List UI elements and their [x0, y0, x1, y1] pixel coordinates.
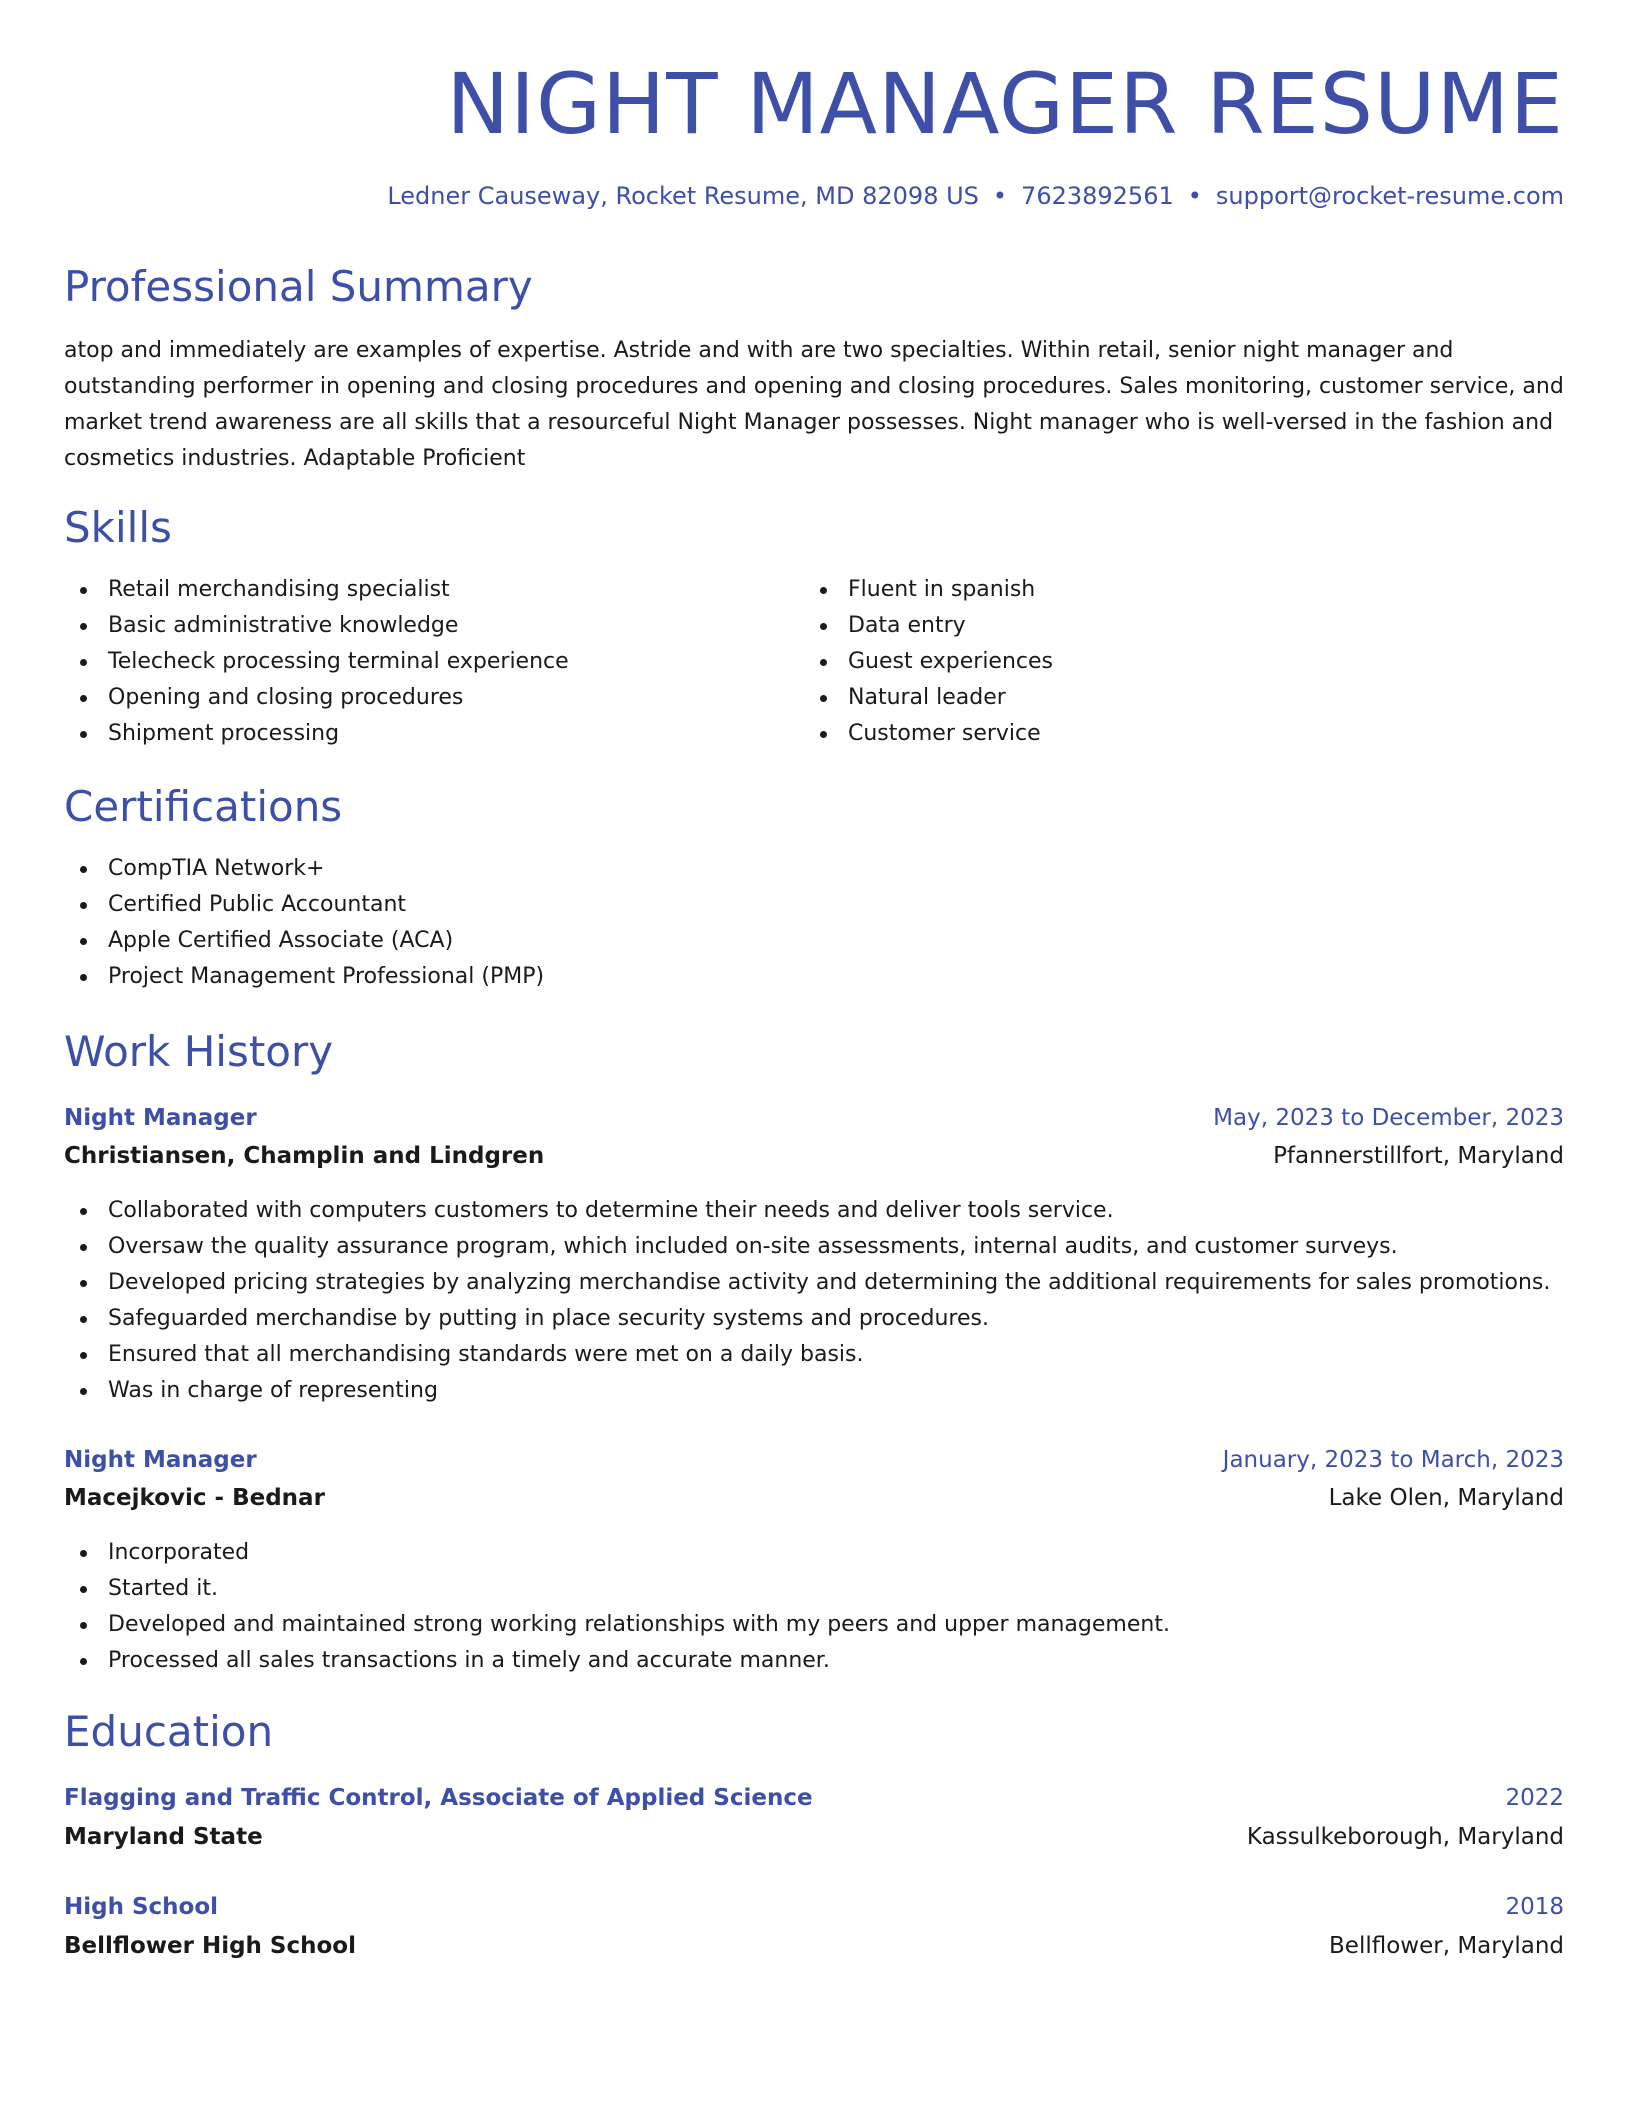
education-year: 2018	[1505, 1894, 1564, 1920]
job-title-row	[64, 1442, 1564, 1478]
job-company-row	[64, 1138, 1564, 1174]
resume-title: NIGHT MANAGER RESUME	[446, 55, 1564, 153]
job-bullet: Was in charge of representing	[64, 1373, 1564, 1409]
bullet-dot	[80, 695, 87, 702]
job-bullet: Developed pricing strategies by analyzing merchandise activity and determining the additional requirements for sales promotions.	[64, 1265, 1564, 1301]
education-degree: High School	[64, 1894, 219, 1920]
bullet-dot	[80, 659, 87, 666]
skill-item: Fluent in spanish	[804, 572, 1544, 608]
education-heading: Education	[64, 1707, 274, 1756]
education-location: Bellflower, Maryland	[1329, 1933, 1564, 1959]
job-title: Night Manager	[64, 1105, 257, 1131]
work-history-heading: Work History	[64, 1027, 334, 1076]
skill-item: Retail merchandising specialist	[64, 572, 804, 608]
certification-item: Certified Public Accountant	[64, 887, 1564, 923]
certifications-heading: Certifications	[64, 782, 343, 831]
bullet-dot	[80, 866, 87, 873]
job-company-row	[64, 1480, 1564, 1516]
contact-phone: 7623892561	[1021, 182, 1174, 210]
bullet-dot	[80, 587, 87, 594]
job-bullet: Collaborated with computers customers to determine their needs and deliver tools service.	[64, 1193, 1564, 1229]
bullet-dot	[820, 731, 827, 738]
contact-line	[387, 180, 1564, 212]
certifications-list	[64, 851, 1564, 995]
bullet-dot	[80, 1244, 87, 1251]
skills-heading: Skills	[64, 503, 172, 552]
bullet-dot	[80, 902, 87, 909]
education-school: Maryland State	[64, 1824, 263, 1850]
job-location: Lake Olen, Maryland	[1328, 1485, 1564, 1511]
job-company: Christiansen, Champlin and Lindgren	[64, 1143, 545, 1169]
contact-separator: •	[1187, 182, 1202, 210]
job-title: Night Manager	[64, 1447, 257, 1473]
bullet-dot	[80, 938, 87, 945]
certification-item: Apple Certified Associate (ACA)	[64, 923, 1564, 959]
skills-list-right	[804, 572, 1544, 752]
contact-separator: •	[992, 182, 1008, 210]
summary-heading: Professional Summary	[64, 262, 533, 311]
bullet-dot	[80, 1658, 87, 1665]
bullet-dot	[820, 695, 827, 702]
job-bullets	[64, 1193, 1564, 1409]
bullet-dot	[80, 1280, 87, 1287]
bullet-dot	[820, 623, 827, 630]
education-location: Kassulkeborough, Maryland	[1246, 1824, 1564, 1850]
job-location: Pfannerstillfort, Maryland	[1273, 1143, 1564, 1169]
job-bullet: Ensured that all merchandising standards were met on a daily basis.	[64, 1337, 1564, 1373]
skill-item: Shipment processing	[64, 716, 804, 752]
bullet-dot	[80, 1208, 87, 1215]
bullet-dot	[80, 1316, 87, 1323]
skill-item: Data entry	[804, 608, 1544, 644]
contact-address: Ledner Causeway, Rocket Resume, MD 82098 US	[387, 182, 979, 210]
job-bullet: Safeguarded merchandise by putting in place security systems and procedures.	[64, 1301, 1564, 1337]
job-bullet: Processed all sales transactions in a timely and accurate manner.	[64, 1643, 1564, 1679]
job-dates: January, 2023 to March, 2023	[1222, 1447, 1564, 1473]
bullet-dot	[80, 1388, 87, 1395]
education-school-row	[64, 1928, 1564, 1964]
skill-item: Customer service	[804, 716, 1544, 752]
certification-item: Project Management Professional (PMP)	[64, 959, 1564, 995]
skills-list-left	[64, 572, 804, 752]
job-company: Macejkovic - Bednar	[64, 1485, 325, 1511]
education-school: Bellflower High School	[64, 1933, 356, 1959]
contact-email: support@rocket-resume.com	[1215, 182, 1564, 210]
job-dates: May, 2023 to December, 2023	[1213, 1105, 1564, 1131]
bullet-dot	[80, 623, 87, 630]
bullet-dot	[80, 1550, 87, 1557]
bullet-dot	[80, 1352, 87, 1359]
bullet-dot	[820, 587, 827, 594]
skill-item: Natural leader	[804, 680, 1544, 716]
job-bullet: Oversaw the quality assurance program, which included on-site assessments, internal audits, and customer surveys.	[64, 1229, 1564, 1265]
education-degree: Flagging and Traffic Control, Associate of Applied Science	[64, 1785, 813, 1811]
education-degree-row	[64, 1780, 1564, 1816]
skill-item: Basic administrative knowledge	[64, 608, 804, 644]
education-year: 2022	[1505, 1785, 1564, 1811]
education-degree-row	[64, 1889, 1564, 1925]
skill-item: Telecheck processing terminal experience	[64, 644, 804, 680]
skill-item: Opening and closing procedures	[64, 680, 804, 716]
bullet-dot	[80, 731, 87, 738]
bullet-dot	[80, 974, 87, 981]
summary-text: atop and immediately are examples of expertise. Astride and with are two specialties. Within retail, senior night manager and outstanding performer in opening and closing procedures and opening and closing procedures. Sales monitoring, customer service, and market trend awareness are all skills that a resourceful Night Manager possesses. Night manager who is well-versed in the fashion and cosmetics industries. Adaptable Proficient	[64, 338, 1564, 471]
bullet-dot	[820, 659, 827, 666]
job-bullet: Incorporated	[64, 1535, 1564, 1571]
job-title-row	[64, 1100, 1564, 1136]
job-bullet: Developed and maintained strong working relationships with my peers and upper management.	[64, 1607, 1564, 1643]
skill-item: Guest experiences	[804, 644, 1544, 680]
education-school-row	[64, 1819, 1564, 1855]
certification-item: CompTIA Network+	[64, 851, 1564, 887]
bullet-dot	[80, 1622, 87, 1629]
job-bullet: Started it.	[64, 1571, 1564, 1607]
job-bullets	[64, 1535, 1564, 1679]
bullet-dot	[80, 1586, 87, 1593]
